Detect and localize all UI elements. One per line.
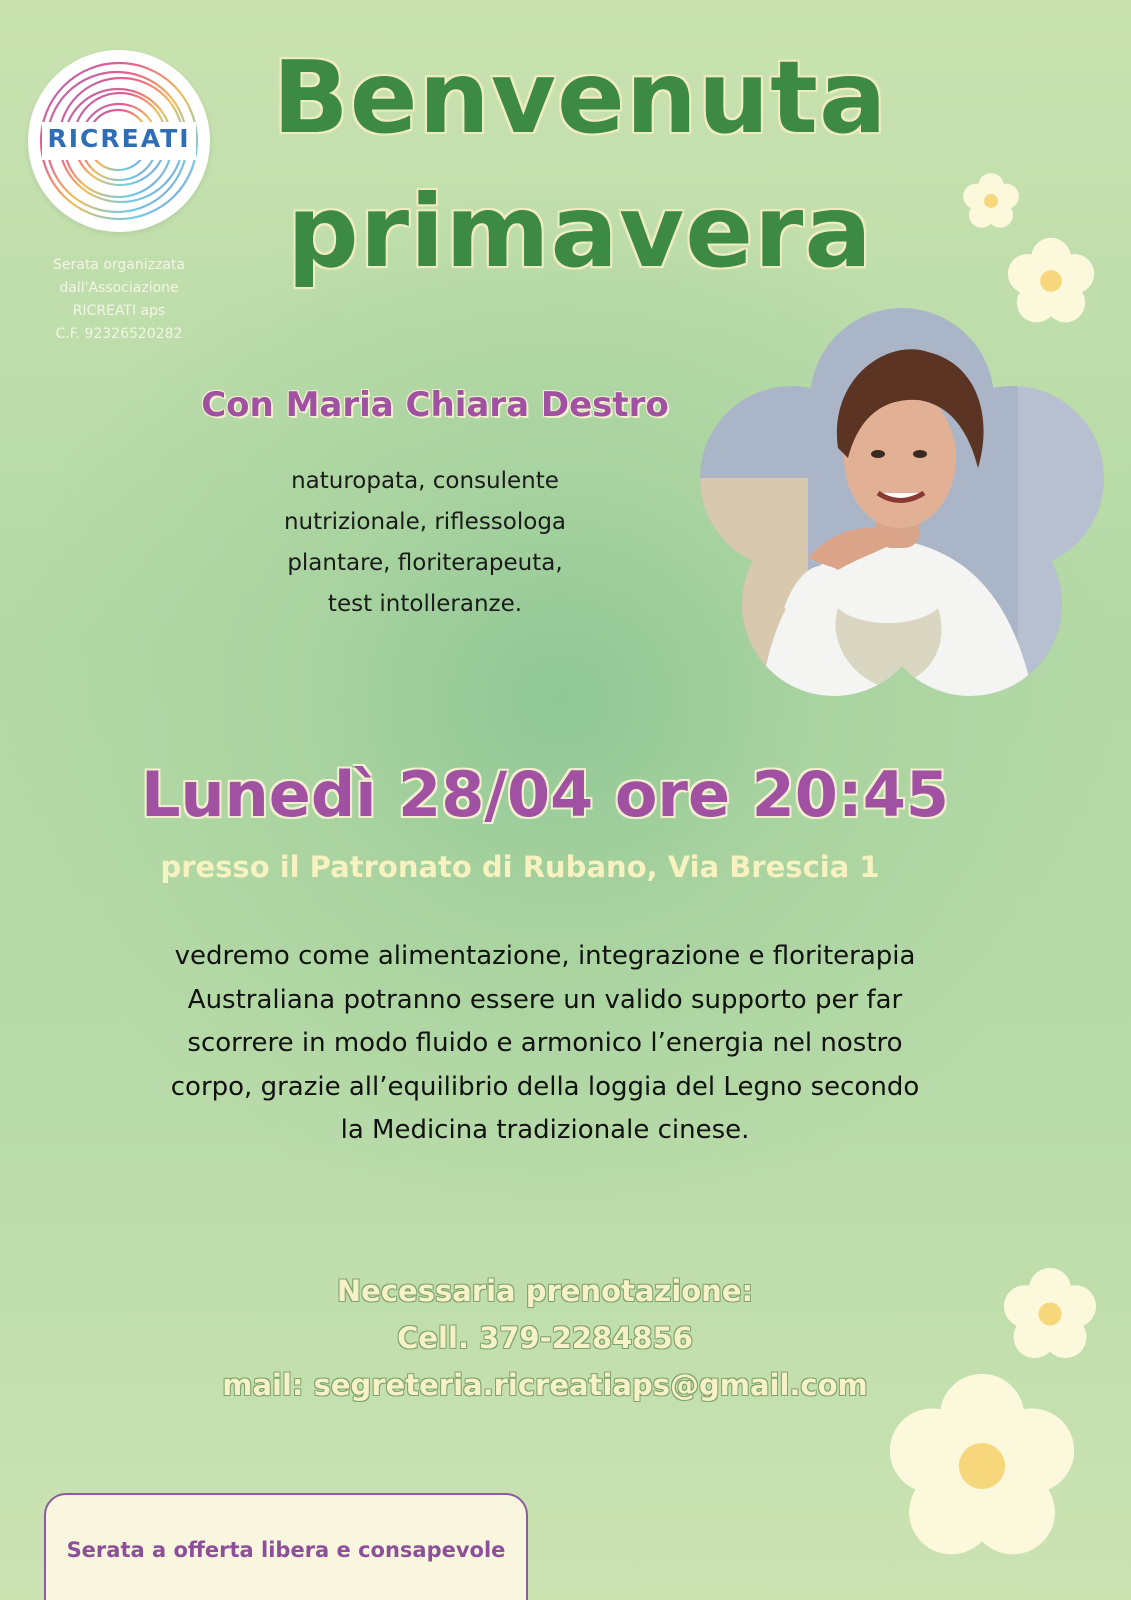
booking-phone: Cell. 379-2284856	[397, 1321, 693, 1355]
role-line: naturopata, consulente	[291, 468, 559, 494]
flower-icon	[886, 1370, 1078, 1562]
event-venue: presso il Patronato di Rubano, Via Brescia 1	[160, 850, 880, 884]
organizer-line: dall'Associazione	[59, 280, 179, 296]
organizer-line: RICREATI aps	[72, 303, 166, 319]
speaker-roles	[215, 461, 635, 625]
role-line: nutrizionale, riflessologa	[283, 509, 567, 535]
organizer-line: Serata organizzata	[52, 257, 185, 273]
speaker-name: Con Maria Chiara Destro	[201, 385, 669, 425]
description-line: vedremo come alimentazione, integrazione e floriterapia	[174, 941, 916, 971]
description-line: scorrere in modo fluido e armonico l’energia nel nostro	[187, 1028, 903, 1058]
speaker-photo	[688, 308, 1116, 720]
booking-label: Necessaria prenotazione:	[336, 1274, 754, 1308]
organizer-note	[20, 254, 218, 346]
flower-icon	[962, 172, 1020, 230]
event-datetime: Lunedì 28/04 ore 20:45	[141, 758, 949, 831]
description-line: Australiana potranno essere un valido supporto per far	[187, 984, 903, 1015]
role-line: plantare, floriterapeuta,	[287, 550, 563, 576]
offer-text: Serata a offerta libera e consapevole	[66, 1538, 506, 1562]
booking-email: mail: segreteria.ricreatiaps@gmail.com	[222, 1368, 868, 1402]
title-line-2: primavera	[287, 173, 873, 290]
ricreati-logo	[28, 50, 210, 232]
role-line: test intolleranze.	[327, 591, 523, 617]
organizer-line: C.F. 92326520282	[55, 326, 183, 342]
logo-text: RICREATI	[47, 124, 191, 153]
description-line: la Medicina tradizionale cinese.	[340, 1115, 750, 1145]
title-line-1: Benvenuta	[272, 39, 888, 156]
flower-icon	[1002, 1266, 1098, 1362]
event-description	[95, 935, 995, 1153]
booking-info	[150, 1268, 940, 1409]
description-line: corpo, grazie all’equilibrio della loggia del Legno secondo	[170, 1071, 920, 1102]
